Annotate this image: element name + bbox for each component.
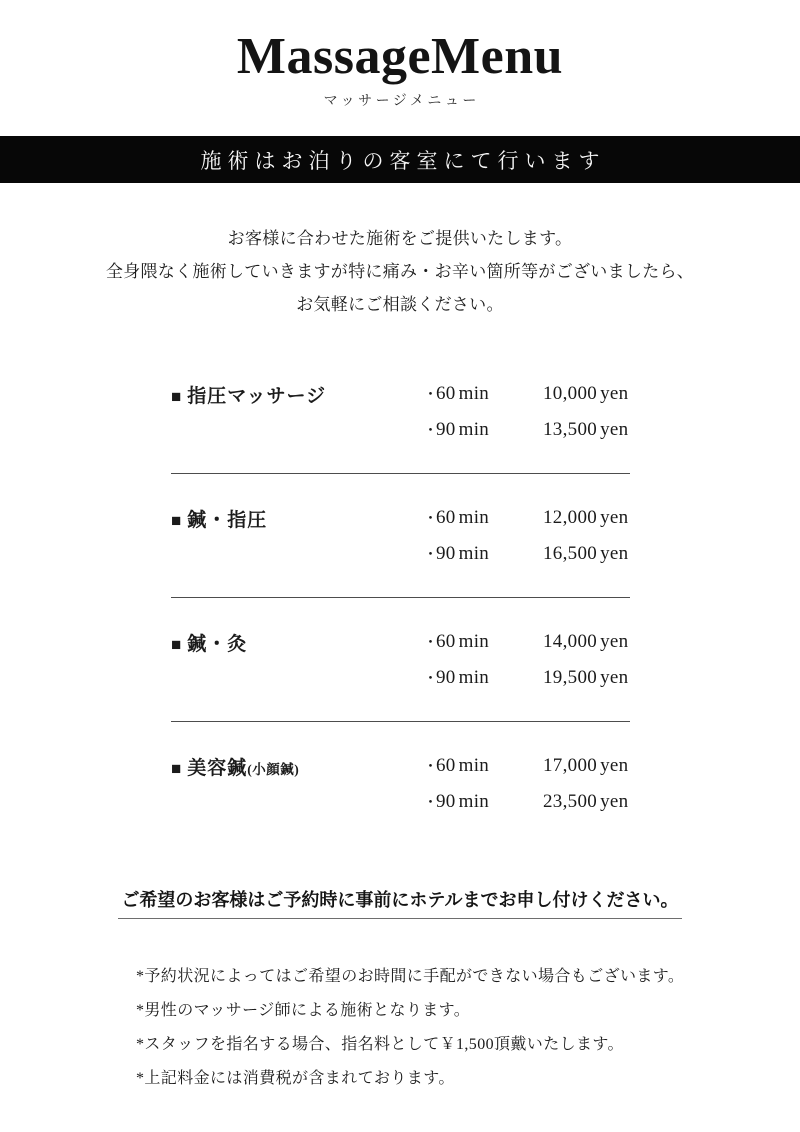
duration-cell <box>423 631 543 653</box>
dot-bullet-icon: ・ <box>423 671 439 687</box>
price-list <box>0 376 800 820</box>
dot-bullet-icon: ・ <box>423 759 439 775</box>
dot-bullet-icon: ・ <box>423 423 439 439</box>
notice-banner <box>0 136 800 183</box>
square-bullet-icon: ■ <box>171 758 183 778</box>
menu-item-name <box>171 629 423 656</box>
price-value: 14,000 <box>543 631 598 652</box>
page-title: MassageMenu <box>236 28 564 85</box>
price-value: 12,000 <box>543 507 598 528</box>
duration-unit: min <box>458 507 490 528</box>
menu-item-shiatsu-massage <box>171 376 630 448</box>
duration-unit: min <box>458 383 490 404</box>
duration-unit: min <box>458 419 490 440</box>
price-unit: yen <box>600 419 629 440</box>
duration-unit: min <box>458 543 490 564</box>
item-name-text: 鍼・指圧 <box>187 509 268 531</box>
price-cell <box>543 791 630 813</box>
divider <box>171 473 630 474</box>
duration-cell <box>423 383 543 405</box>
price-cell <box>543 383 630 405</box>
duration-cell <box>423 543 543 565</box>
price-unit: yen <box>600 543 629 564</box>
header <box>0 0 800 110</box>
intro-paragraph <box>0 222 800 321</box>
duration-cell <box>423 755 543 777</box>
menu-item-hari-kyu <box>171 624 630 696</box>
menu-item-name <box>171 505 423 532</box>
price-unit: yen <box>600 507 629 528</box>
price-value: 17,000 <box>543 755 598 776</box>
intro-line: お気軽にご相談ください。 <box>296 295 504 314</box>
duration-unit: min <box>458 791 490 812</box>
duration-cell <box>423 419 543 441</box>
price-value: 19,500 <box>543 667 598 688</box>
duration-unit: min <box>458 631 490 652</box>
item-name-text: 美容鍼 <box>187 757 248 779</box>
price-unit: yen <box>600 791 629 812</box>
price-value: 10,000 <box>543 383 598 404</box>
banner-text: 施術はお泊りの客室にて行います <box>200 149 606 173</box>
duration-unit: min <box>458 755 490 776</box>
price-unit: yen <box>600 667 629 688</box>
divider <box>171 721 630 722</box>
item-name-note: (小顔鍼) <box>247 761 300 777</box>
item-name-text: 指圧マッサージ <box>187 385 327 407</box>
menu-item-hari-shiatsu <box>171 500 630 572</box>
price-value: 13,500 <box>543 419 598 440</box>
divider <box>171 597 630 598</box>
price-cell <box>543 631 630 653</box>
duration-value: 60 <box>436 383 456 404</box>
menu-item-biyou-hari <box>171 748 630 820</box>
price-cell <box>543 543 630 565</box>
page-subtitle: マッサージメニュー <box>323 92 480 108</box>
menu-item-name <box>171 381 423 408</box>
item-name-text: 鍼・灸 <box>187 633 248 655</box>
square-bullet-icon: ■ <box>171 510 183 530</box>
square-bullet-icon: ■ <box>171 634 183 654</box>
dot-bullet-icon: ・ <box>423 387 439 403</box>
price-cell <box>543 667 630 689</box>
dot-bullet-icon: ・ <box>423 547 439 563</box>
square-bullet-icon: ■ <box>171 386 183 406</box>
menu-item-name <box>171 753 423 780</box>
duration-value: 90 <box>436 667 456 688</box>
duration-cell <box>423 667 543 689</box>
footnote: *予約状況によってはご希望のお時間に手配ができない場合もございます。 <box>136 968 685 985</box>
duration-value: 90 <box>436 419 456 440</box>
duration-cell <box>423 791 543 813</box>
duration-value: 90 <box>436 791 456 812</box>
dot-bullet-icon: ・ <box>423 795 439 811</box>
price-cell <box>543 755 630 777</box>
reservation-notice <box>0 890 800 919</box>
intro-line: 全身隈なく施術していきますが特に痛み・お辛い箇所等がございましたら、 <box>105 262 695 281</box>
price-unit: yen <box>600 631 629 652</box>
footnote: *男性のマッサージ師による施術となります。 <box>136 1002 471 1019</box>
price-unit: yen <box>600 755 629 776</box>
duration-value: 60 <box>436 631 456 652</box>
duration-value: 60 <box>436 507 456 528</box>
duration-cell <box>423 507 543 529</box>
duration-value: 60 <box>436 755 456 776</box>
duration-value: 90 <box>436 543 456 564</box>
dot-bullet-icon: ・ <box>423 511 439 527</box>
reservation-notice-text: ご希望のお客様はご予約時に事前にホテルまでお申し付けください。 <box>118 890 681 919</box>
duration-unit: min <box>458 667 490 688</box>
price-value: 23,500 <box>543 791 598 812</box>
price-cell <box>543 419 630 441</box>
footnote: *上記料金には消費税が含まれております。 <box>136 1070 455 1087</box>
price-cell <box>543 507 630 529</box>
footnote: *スタッフを指名する場合、指名料として￥1,500頂戴いたします。 <box>136 1036 624 1053</box>
footnotes <box>136 960 800 1096</box>
price-unit: yen <box>600 383 629 404</box>
dot-bullet-icon: ・ <box>423 635 439 651</box>
intro-line: お客様に合わせた施術をご提供いたします。 <box>227 229 573 248</box>
price-value: 16,500 <box>543 543 598 564</box>
